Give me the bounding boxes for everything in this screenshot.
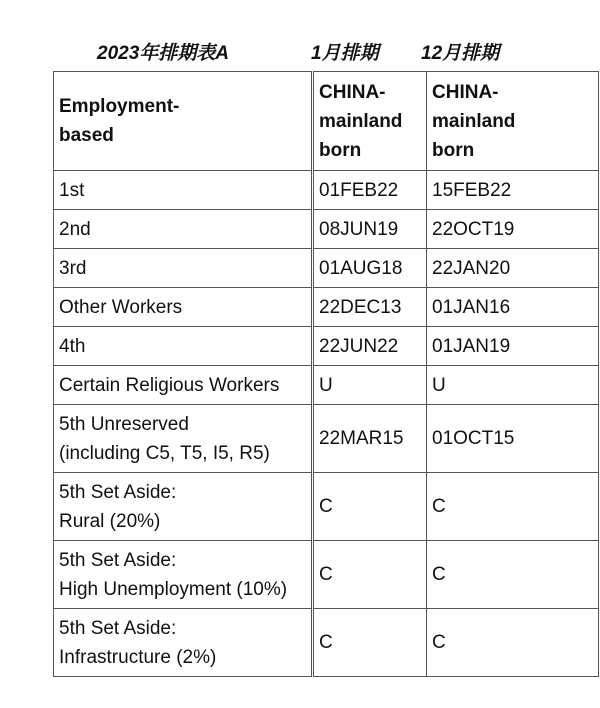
- table-row: [54, 366, 599, 405]
- january-date-cell: 01AUG18: [313, 249, 427, 288]
- header-cell-category: [54, 72, 313, 171]
- december-date-cell: 01JAN19: [427, 327, 599, 366]
- table-row: [54, 327, 599, 366]
- december-date-cell: 15FEB22: [427, 171, 599, 210]
- december-date-cell: C: [427, 541, 599, 609]
- december-date-cell: 22OCT19: [427, 210, 599, 249]
- category-label: 5th Set Aside:: [59, 481, 177, 503]
- december-date-cell: C: [427, 473, 599, 541]
- january-date-cell: U: [313, 366, 427, 405]
- header-jan-label: CHINA- mainland born: [319, 81, 403, 161]
- january-date-cell: C: [313, 541, 427, 609]
- header-dec-label: CHINA- mainland born: [432, 81, 516, 161]
- category-label: 1st: [59, 179, 85, 201]
- table-row: [54, 171, 599, 210]
- category-label: 5th Unreserved: [59, 413, 189, 435]
- category-label: 3rd: [59, 257, 87, 279]
- category-label: Other Workers: [59, 296, 183, 318]
- table-row: [54, 609, 599, 677]
- december-date-cell: C: [427, 609, 599, 677]
- category-label: Certain Religious Workers: [59, 374, 280, 396]
- table-row: [54, 473, 599, 541]
- category-cell: [54, 473, 313, 541]
- category-cell: [54, 405, 313, 473]
- january-date-cell: 01FEB22: [313, 171, 427, 210]
- category-cell: [54, 541, 313, 609]
- december-date-cell: 01OCT15: [427, 405, 599, 473]
- december-date-cell: 22JAN20: [427, 249, 599, 288]
- december-column-heading: 12月排期: [421, 43, 500, 64]
- category-cell: [54, 609, 313, 677]
- january-date-cell: 22DEC13: [313, 288, 427, 327]
- category-label: 2nd: [59, 218, 91, 240]
- category-cell: [54, 288, 313, 327]
- header-category-label: Employment- based: [59, 96, 180, 146]
- category-label: 5th Set Aside:: [59, 549, 177, 571]
- category-label: (including C5, T5, I5, R5): [59, 442, 270, 464]
- category-label: High Unemployment (10%): [59, 578, 288, 600]
- category-label: 5th Set Aside:: [59, 617, 177, 639]
- january-date-cell: 22JUN22: [313, 327, 427, 366]
- category-label: Infrastructure (2%): [59, 646, 217, 668]
- table-row: [54, 288, 599, 327]
- header-cell-dec: [427, 72, 599, 171]
- category-cell: [54, 366, 313, 405]
- table-row: [54, 405, 599, 473]
- table-header-row: [54, 72, 599, 171]
- visa-bulletin-table: [53, 71, 599, 677]
- category-cell: [54, 171, 313, 210]
- table-row: [54, 249, 599, 288]
- december-date-cell: 01JAN16: [427, 288, 599, 327]
- category-label: Rural (20%): [59, 510, 161, 532]
- table-row: [54, 541, 599, 609]
- january-date-cell: 22MAR15: [313, 405, 427, 473]
- table-title: 2023年排期表A: [97, 43, 229, 64]
- table-row: [54, 210, 599, 249]
- january-date-cell: C: [313, 473, 427, 541]
- header-cell-jan: [313, 72, 427, 171]
- january-date-cell: 08JUN19: [313, 210, 427, 249]
- january-date-cell: C: [313, 609, 427, 677]
- january-column-heading: 1月排期: [311, 43, 379, 64]
- category-cell: [54, 327, 313, 366]
- category-label: 4th: [59, 335, 86, 357]
- category-cell: [54, 249, 313, 288]
- december-date-cell: U: [427, 366, 599, 405]
- category-cell: [54, 210, 313, 249]
